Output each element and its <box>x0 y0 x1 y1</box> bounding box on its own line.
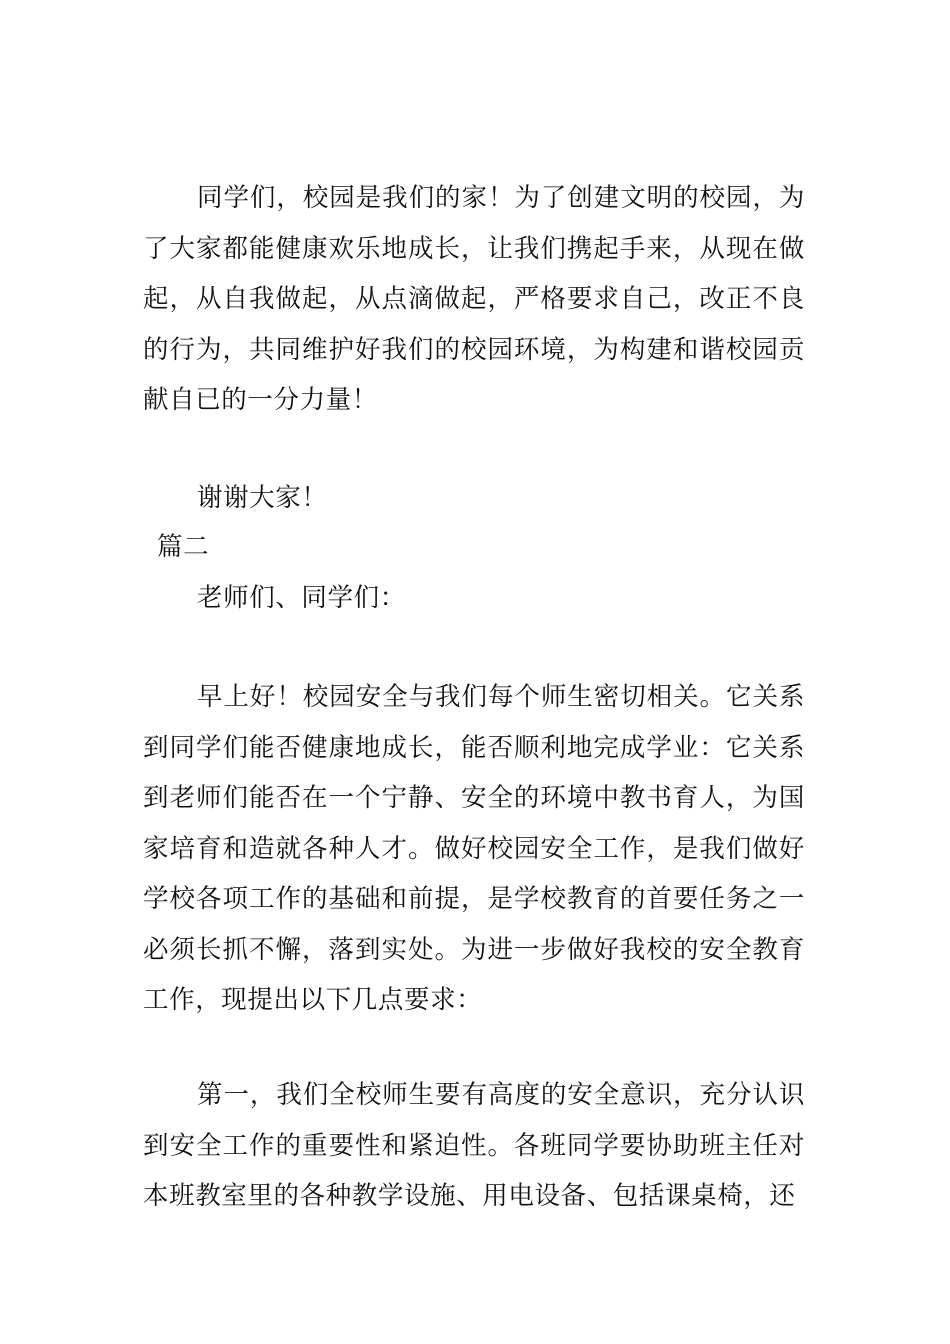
paragraph-campus-safety: 早上好！校园安全与我们每个师生密切相关。它关系到同学们能否健康地成长，能否顺利地完成学业：它关系到老师们能否在一个宁静、安全的环境中教书育人，为国家培育和造就各种人才。做好校园安全工作，是我们做好学校各项工作的基础和前提，是学校教育的首要任务之一必须长抓不懈，落到实处。为进一步做好我校的安全教育工作，现提出以下几点要求： <box>143 682 805 1015</box>
thanks-line: 谢谢大家！ <box>197 483 328 513</box>
paragraph-first-requirement: 第一，我们全校师生要有高度的安全意识，充分认识到安全工作的重要性和紧迫性。各班同学要协助班主任对本班教室里的各种教学设施、用电设备、包括课桌椅，还 <box>143 1080 805 1211</box>
paragraph-campus-home: 同学们，校园是我们的家！为了创建文明的校园，为了大家都能健康欢乐地成长，让我们携起手来，从现在做起，从自我做起，从点滴做起，严格要求自己，改正不良的行为，共同维护好我们的校园环境，为构建和谐校园贡献自已的一分力量！ <box>143 183 805 415</box>
salutation: 老师们、同学们： <box>197 583 406 613</box>
section-heading: 篇二 <box>157 532 210 562</box>
